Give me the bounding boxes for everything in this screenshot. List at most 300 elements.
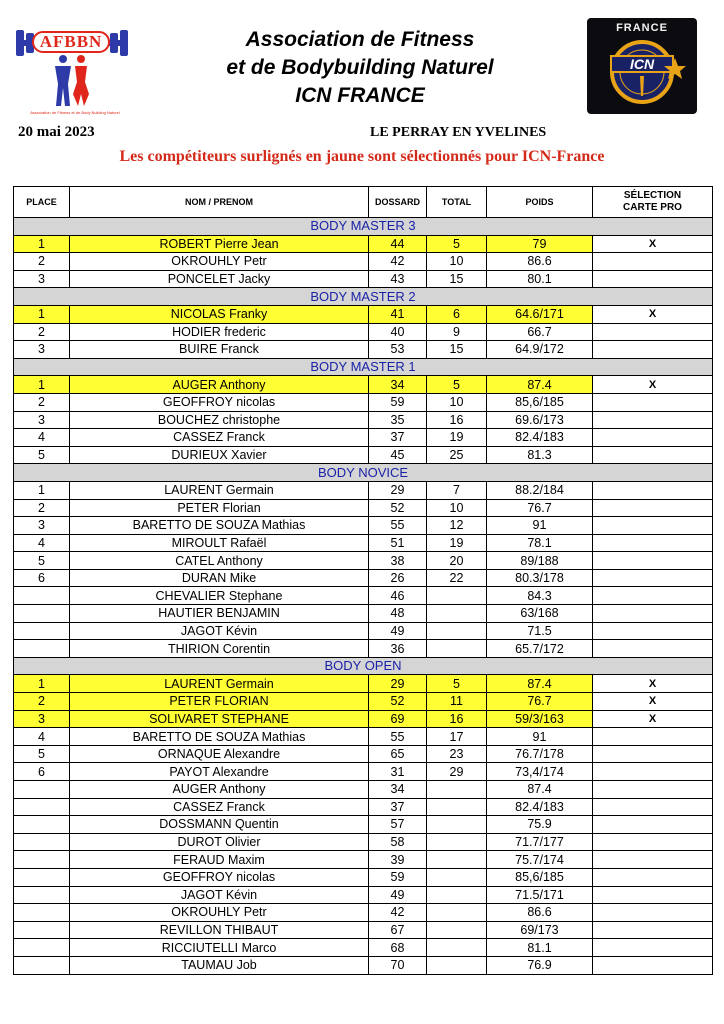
competitor-row bbox=[14, 376, 713, 394]
name-cell: JAGOT Kévin bbox=[70, 622, 369, 640]
dossard-cell: 69 bbox=[369, 710, 427, 728]
total-cell bbox=[427, 868, 487, 886]
poids-cell: 59/3/163 bbox=[487, 710, 593, 728]
poids-cell: 89/188 bbox=[487, 552, 593, 570]
poids-cell: 86.6 bbox=[487, 904, 593, 922]
place-cell: 3 bbox=[14, 341, 70, 359]
dossard-cell: 53 bbox=[369, 341, 427, 359]
dossard-cell: 49 bbox=[369, 622, 427, 640]
selection-mark-cell bbox=[593, 323, 713, 341]
name-cell: LAURENT Germain bbox=[70, 481, 369, 499]
dossard-cell: 26 bbox=[369, 569, 427, 587]
competitor-row bbox=[14, 904, 713, 922]
dossard-cell: 45 bbox=[369, 446, 427, 464]
competitor-row bbox=[14, 956, 713, 974]
selection-mark-cell bbox=[593, 886, 713, 904]
name-cell: OKROUHLY Petr bbox=[70, 904, 369, 922]
poids-cell: 65.7/172 bbox=[487, 640, 593, 658]
competitor-row bbox=[14, 868, 713, 886]
total-cell bbox=[427, 587, 487, 605]
selection-mark-cell bbox=[593, 499, 713, 517]
dossard-cell: 70 bbox=[369, 956, 427, 974]
dossard-cell: 51 bbox=[369, 534, 427, 552]
col-header-total: TOTAL bbox=[427, 187, 487, 218]
competitor-row bbox=[14, 499, 713, 517]
poids-cell: 76.9 bbox=[487, 956, 593, 974]
dossard-cell: 43 bbox=[369, 270, 427, 288]
competitor-row bbox=[14, 517, 713, 535]
competitor-row bbox=[14, 745, 713, 763]
afbbn-logo-text: AFBBN bbox=[32, 31, 110, 53]
place-cell: 2 bbox=[14, 393, 70, 411]
place-cell: 4 bbox=[14, 534, 70, 552]
competitor-row bbox=[14, 710, 713, 728]
poids-cell: 75.7/174 bbox=[487, 851, 593, 869]
dossard-cell: 55 bbox=[369, 728, 427, 746]
category-row bbox=[14, 218, 713, 236]
title-line-1: Association de Fitness bbox=[245, 28, 475, 51]
place-cell: 4 bbox=[14, 728, 70, 746]
name-cell: DOSSMANN Quentin bbox=[70, 816, 369, 834]
selection-mark-cell bbox=[593, 253, 713, 271]
dossard-cell: 59 bbox=[369, 868, 427, 886]
dossard-cell: 44 bbox=[369, 235, 427, 253]
competitor-row bbox=[14, 939, 713, 957]
place-cell: 2 bbox=[14, 253, 70, 271]
place-cell bbox=[14, 904, 70, 922]
afbbn-logo bbox=[14, 20, 132, 120]
place-cell bbox=[14, 886, 70, 904]
selection-mark-cell bbox=[593, 411, 713, 429]
total-cell: 19 bbox=[427, 534, 487, 552]
place-cell: 1 bbox=[14, 376, 70, 394]
place-cell: 1 bbox=[14, 305, 70, 323]
name-cell: PAYOT Alexandre bbox=[70, 763, 369, 781]
place-cell: 6 bbox=[14, 569, 70, 587]
col-header-selection-text: SÉLECTION CARTE PRO bbox=[623, 190, 682, 213]
col-header-place: PLACE bbox=[14, 187, 70, 218]
total-cell: 16 bbox=[427, 411, 487, 429]
total-cell: 15 bbox=[427, 341, 487, 359]
selection-mark-cell bbox=[593, 833, 713, 851]
name-cell: CASSEZ Franck bbox=[70, 798, 369, 816]
competitor-row bbox=[14, 587, 713, 605]
place-cell bbox=[14, 640, 70, 658]
place-cell: 2 bbox=[14, 499, 70, 517]
place-cell bbox=[14, 781, 70, 799]
dossard-cell: 52 bbox=[369, 499, 427, 517]
name-cell: CASSEZ Franck bbox=[70, 429, 369, 447]
poids-cell: 85,6/185 bbox=[487, 393, 593, 411]
competitor-row bbox=[14, 446, 713, 464]
total-cell bbox=[427, 833, 487, 851]
competitor-row bbox=[14, 411, 713, 429]
poids-cell: 75.9 bbox=[487, 816, 593, 834]
total-cell: 17 bbox=[427, 728, 487, 746]
competitor-row bbox=[14, 605, 713, 623]
selection-mark-cell bbox=[593, 851, 713, 869]
poids-cell: 79 bbox=[487, 235, 593, 253]
title-line-2: et de Bodybuilding Naturel bbox=[226, 56, 494, 79]
name-cell: ROBERT Pierre Jean bbox=[70, 235, 369, 253]
poids-cell: 88.2/184 bbox=[487, 481, 593, 499]
place-cell bbox=[14, 816, 70, 834]
dossard-cell: 46 bbox=[369, 587, 427, 605]
selection-mark-cell bbox=[593, 798, 713, 816]
competitor-row bbox=[14, 622, 713, 640]
name-cell: ORNAQUE Alexandre bbox=[70, 745, 369, 763]
place-cell: 3 bbox=[14, 710, 70, 728]
col-header-name: NOM / PRENOM bbox=[70, 187, 369, 218]
place-cell: 2 bbox=[14, 693, 70, 711]
place-cell: 1 bbox=[14, 235, 70, 253]
name-cell: NICOLAS Franky bbox=[70, 305, 369, 323]
total-cell: 5 bbox=[427, 675, 487, 693]
selection-mark-cell: X bbox=[593, 235, 713, 253]
selection-mark-cell bbox=[593, 781, 713, 799]
competitor-row bbox=[14, 851, 713, 869]
selection-mark-cell bbox=[593, 446, 713, 464]
competitor-row bbox=[14, 270, 713, 288]
poids-cell: 82.4/183 bbox=[487, 429, 593, 447]
dossard-cell: 29 bbox=[369, 675, 427, 693]
name-cell: DURIEUX Xavier bbox=[70, 446, 369, 464]
selection-mark-cell bbox=[593, 429, 713, 447]
name-cell: AUGER Anthony bbox=[70, 781, 369, 799]
selection-mark-cell bbox=[593, 640, 713, 658]
poids-cell: 69.6/173 bbox=[487, 411, 593, 429]
name-cell: PETER FLORIAN bbox=[70, 693, 369, 711]
poids-cell: 87.4 bbox=[487, 376, 593, 394]
total-cell: 19 bbox=[427, 429, 487, 447]
name-cell: HAUTIER BENJAMIN bbox=[70, 605, 369, 623]
dossard-cell: 38 bbox=[369, 552, 427, 570]
total-cell: 9 bbox=[427, 323, 487, 341]
total-cell: 12 bbox=[427, 517, 487, 535]
total-cell: 22 bbox=[427, 569, 487, 587]
afbbn-logo-caption: Association de Fitness et de Body Building Naturel bbox=[30, 110, 120, 115]
category-name: BODY NOVICE bbox=[14, 464, 713, 482]
poids-cell: 91 bbox=[487, 517, 593, 535]
name-cell: CHEVALIER Stephane bbox=[70, 587, 369, 605]
total-cell: 5 bbox=[427, 376, 487, 394]
total-cell bbox=[427, 886, 487, 904]
competitor-row bbox=[14, 640, 713, 658]
name-cell: DUROT Olivier bbox=[70, 833, 369, 851]
selection-mark-cell bbox=[593, 939, 713, 957]
place-cell: 1 bbox=[14, 675, 70, 693]
dossard-cell: 37 bbox=[369, 798, 427, 816]
name-cell: THIRION Corentin bbox=[70, 640, 369, 658]
competitor-row bbox=[14, 305, 713, 323]
total-cell: 11 bbox=[427, 693, 487, 711]
dossard-cell: 59 bbox=[369, 393, 427, 411]
poids-cell: 71.5/171 bbox=[487, 886, 593, 904]
competitor-row bbox=[14, 816, 713, 834]
selection-mark-cell bbox=[593, 763, 713, 781]
selection-mark-cell bbox=[593, 341, 713, 359]
competitor-row bbox=[14, 886, 713, 904]
category-name: BODY MASTER 2 bbox=[14, 288, 713, 306]
category-row bbox=[14, 288, 713, 306]
selection-mark-cell: X bbox=[593, 675, 713, 693]
total-cell bbox=[427, 921, 487, 939]
dossard-cell: 42 bbox=[369, 904, 427, 922]
competitor-row bbox=[14, 728, 713, 746]
selection-mark-cell bbox=[593, 605, 713, 623]
poids-cell: 71.7/177 bbox=[487, 833, 593, 851]
poids-cell: 64.6/171 bbox=[487, 305, 593, 323]
title-line-3: ICN FRANCE bbox=[295, 84, 425, 107]
total-cell: 10 bbox=[427, 253, 487, 271]
total-cell: 23 bbox=[427, 745, 487, 763]
dossard-cell: 67 bbox=[369, 921, 427, 939]
table-header-row bbox=[14, 187, 713, 218]
name-cell: RICCIUTELLI Marco bbox=[70, 939, 369, 957]
total-cell bbox=[427, 956, 487, 974]
name-cell: BUIRE Franck bbox=[70, 341, 369, 359]
dossard-cell: 34 bbox=[369, 376, 427, 394]
competitor-row bbox=[14, 921, 713, 939]
place-cell bbox=[14, 798, 70, 816]
competitor-row bbox=[14, 235, 713, 253]
place-cell bbox=[14, 956, 70, 974]
event-date: 20 mai 2023 bbox=[18, 124, 95, 140]
total-cell: 7 bbox=[427, 481, 487, 499]
total-cell: 15 bbox=[427, 270, 487, 288]
name-cell: SOLIVARET STEPHANE bbox=[70, 710, 369, 728]
results-body bbox=[14, 218, 713, 975]
dossard-cell: 68 bbox=[369, 939, 427, 957]
poids-cell: 87.4 bbox=[487, 675, 593, 693]
total-cell: 10 bbox=[427, 393, 487, 411]
total-cell: 20 bbox=[427, 552, 487, 570]
dossard-cell: 40 bbox=[369, 323, 427, 341]
dossard-cell: 37 bbox=[369, 429, 427, 447]
competitor-row bbox=[14, 798, 713, 816]
name-cell: DURAN Mike bbox=[70, 569, 369, 587]
competitor-row bbox=[14, 253, 713, 271]
poids-cell: 81.3 bbox=[487, 446, 593, 464]
name-cell: GEOFFROY nicolas bbox=[70, 868, 369, 886]
total-cell bbox=[427, 816, 487, 834]
name-cell: TAUMAU Job bbox=[70, 956, 369, 974]
poids-cell: 87.4 bbox=[487, 781, 593, 799]
name-cell: OKROUHLY Petr bbox=[70, 253, 369, 271]
total-cell: 6 bbox=[427, 305, 487, 323]
place-cell: 3 bbox=[14, 517, 70, 535]
place-cell bbox=[14, 868, 70, 886]
name-cell: CATEL Anthony bbox=[70, 552, 369, 570]
poids-cell: 84.3 bbox=[487, 587, 593, 605]
poids-cell: 78.1 bbox=[487, 534, 593, 552]
dossard-cell: 34 bbox=[369, 781, 427, 799]
poids-cell: 91 bbox=[487, 728, 593, 746]
icn-emblem-icon bbox=[587, 18, 697, 114]
selection-mark-cell bbox=[593, 816, 713, 834]
name-cell: HODIER frederic bbox=[70, 323, 369, 341]
place-cell bbox=[14, 939, 70, 957]
place-cell: 6 bbox=[14, 763, 70, 781]
place-cell bbox=[14, 587, 70, 605]
icn-logo bbox=[587, 18, 697, 114]
poids-cell: 76.7/178 bbox=[487, 745, 593, 763]
dossard-cell: 41 bbox=[369, 305, 427, 323]
name-cell: LAURENT Germain bbox=[70, 675, 369, 693]
selection-mark-cell bbox=[593, 393, 713, 411]
competitor-row bbox=[14, 429, 713, 447]
name-cell: BOUCHEZ christophe bbox=[70, 411, 369, 429]
selection-mark-cell bbox=[593, 517, 713, 535]
place-cell: 4 bbox=[14, 429, 70, 447]
place-cell: 2 bbox=[14, 323, 70, 341]
dossard-cell: 29 bbox=[369, 481, 427, 499]
competitor-row bbox=[14, 393, 713, 411]
poids-cell: 71.5 bbox=[487, 622, 593, 640]
poids-cell: 86.6 bbox=[487, 253, 593, 271]
total-cell: 5 bbox=[427, 235, 487, 253]
category-row bbox=[14, 358, 713, 376]
dossard-cell: 42 bbox=[369, 253, 427, 271]
icn-logo-country: FRANCE bbox=[616, 22, 668, 34]
selection-mark-cell bbox=[593, 552, 713, 570]
total-cell bbox=[427, 640, 487, 658]
selection-mark-cell bbox=[593, 745, 713, 763]
place-cell bbox=[14, 851, 70, 869]
figure-woman-icon bbox=[70, 54, 92, 108]
category-name: BODY MASTER 3 bbox=[14, 218, 713, 236]
name-cell: BARETTO DE SOUZA Mathias bbox=[70, 517, 369, 535]
selection-mark-cell: X bbox=[593, 693, 713, 711]
name-cell: MIROULT Rafaël bbox=[70, 534, 369, 552]
poids-cell: 66.7 bbox=[487, 323, 593, 341]
results-table bbox=[13, 186, 713, 975]
dossard-cell: 55 bbox=[369, 517, 427, 535]
category-row bbox=[14, 657, 713, 675]
selection-mark-cell bbox=[593, 534, 713, 552]
poids-cell: 63/168 bbox=[487, 605, 593, 623]
total-cell bbox=[427, 851, 487, 869]
place-cell: 3 bbox=[14, 411, 70, 429]
total-cell: 29 bbox=[427, 763, 487, 781]
total-cell: 10 bbox=[427, 499, 487, 517]
poids-cell: 81.1 bbox=[487, 939, 593, 957]
selection-mark-cell bbox=[593, 904, 713, 922]
name-cell: FERAUD Maxim bbox=[70, 851, 369, 869]
competitor-row bbox=[14, 833, 713, 851]
total-cell bbox=[427, 939, 487, 957]
total-cell: 16 bbox=[427, 710, 487, 728]
col-header-poids: POIDS bbox=[487, 187, 593, 218]
name-cell: REVILLON THIBAUT bbox=[70, 921, 369, 939]
competitor-row bbox=[14, 693, 713, 711]
selection-mark-cell: X bbox=[593, 305, 713, 323]
competitor-row bbox=[14, 552, 713, 570]
poids-cell: 80.1 bbox=[487, 270, 593, 288]
selection-mark-cell bbox=[593, 921, 713, 939]
total-cell bbox=[427, 622, 487, 640]
competitor-row bbox=[14, 323, 713, 341]
dossard-cell: 65 bbox=[369, 745, 427, 763]
name-cell: GEOFFROY nicolas bbox=[70, 393, 369, 411]
competitor-row bbox=[14, 341, 713, 359]
category-row bbox=[14, 464, 713, 482]
poids-cell: 82.4/183 bbox=[487, 798, 593, 816]
competitor-row bbox=[14, 481, 713, 499]
dossard-cell: 58 bbox=[369, 833, 427, 851]
place-cell: 5 bbox=[14, 552, 70, 570]
selection-notice: Les compétiteurs surlignés en jaune sont sélectionnés pour ICN-France bbox=[119, 148, 605, 165]
selection-mark-cell bbox=[593, 956, 713, 974]
name-cell: BARETTO DE SOUZA Mathias bbox=[70, 728, 369, 746]
place-cell: 5 bbox=[14, 745, 70, 763]
place-cell bbox=[14, 622, 70, 640]
selection-mark-cell: X bbox=[593, 376, 713, 394]
total-cell bbox=[427, 781, 487, 799]
dossard-cell: 31 bbox=[369, 763, 427, 781]
total-cell: 25 bbox=[427, 446, 487, 464]
selection-mark-cell bbox=[593, 569, 713, 587]
selection-mark-cell bbox=[593, 868, 713, 886]
selection-mark-cell bbox=[593, 622, 713, 640]
dossard-cell: 48 bbox=[369, 605, 427, 623]
dossard-cell: 52 bbox=[369, 693, 427, 711]
col-header-dossard: DOSSARD bbox=[369, 187, 427, 218]
dossard-cell: 49 bbox=[369, 886, 427, 904]
poids-cell: 80.3/178 bbox=[487, 569, 593, 587]
place-cell: 1 bbox=[14, 481, 70, 499]
name-cell: JAGOT Kévin bbox=[70, 886, 369, 904]
place-cell: 5 bbox=[14, 446, 70, 464]
page-title bbox=[150, 26, 570, 110]
col-header-selection bbox=[593, 187, 713, 218]
dossard-cell: 39 bbox=[369, 851, 427, 869]
poids-cell: 85,6/185 bbox=[487, 868, 593, 886]
name-cell: PETER Florian bbox=[70, 499, 369, 517]
poids-cell: 76.7 bbox=[487, 693, 593, 711]
competitor-row bbox=[14, 781, 713, 799]
selection-mark-cell bbox=[593, 270, 713, 288]
competitor-row bbox=[14, 534, 713, 552]
poids-cell: 73,4/174 bbox=[487, 763, 593, 781]
place-cell: 3 bbox=[14, 270, 70, 288]
place-cell bbox=[14, 833, 70, 851]
total-cell bbox=[427, 605, 487, 623]
selection-mark-cell: X bbox=[593, 710, 713, 728]
selection-mark-cell bbox=[593, 481, 713, 499]
poids-cell: 76.7 bbox=[487, 499, 593, 517]
name-cell: AUGER Anthony bbox=[70, 376, 369, 394]
place-cell bbox=[14, 605, 70, 623]
poids-cell: 69/173 bbox=[487, 921, 593, 939]
poids-cell: 64.9/172 bbox=[487, 341, 593, 359]
total-cell bbox=[427, 904, 487, 922]
dossard-cell: 36 bbox=[369, 640, 427, 658]
category-name: BODY MASTER 1 bbox=[14, 358, 713, 376]
competitor-row bbox=[14, 569, 713, 587]
place-cell bbox=[14, 921, 70, 939]
competitor-row bbox=[14, 763, 713, 781]
competitor-row bbox=[14, 675, 713, 693]
dossard-cell: 35 bbox=[369, 411, 427, 429]
selection-mark-cell bbox=[593, 728, 713, 746]
dossard-cell: 57 bbox=[369, 816, 427, 834]
category-name: BODY OPEN bbox=[14, 657, 713, 675]
total-cell bbox=[427, 798, 487, 816]
event-location: LE PERRAY EN YVELINES bbox=[370, 125, 547, 140]
icn-emblem-text: ICN bbox=[629, 56, 655, 72]
name-cell: PONCELET Jacky bbox=[70, 270, 369, 288]
